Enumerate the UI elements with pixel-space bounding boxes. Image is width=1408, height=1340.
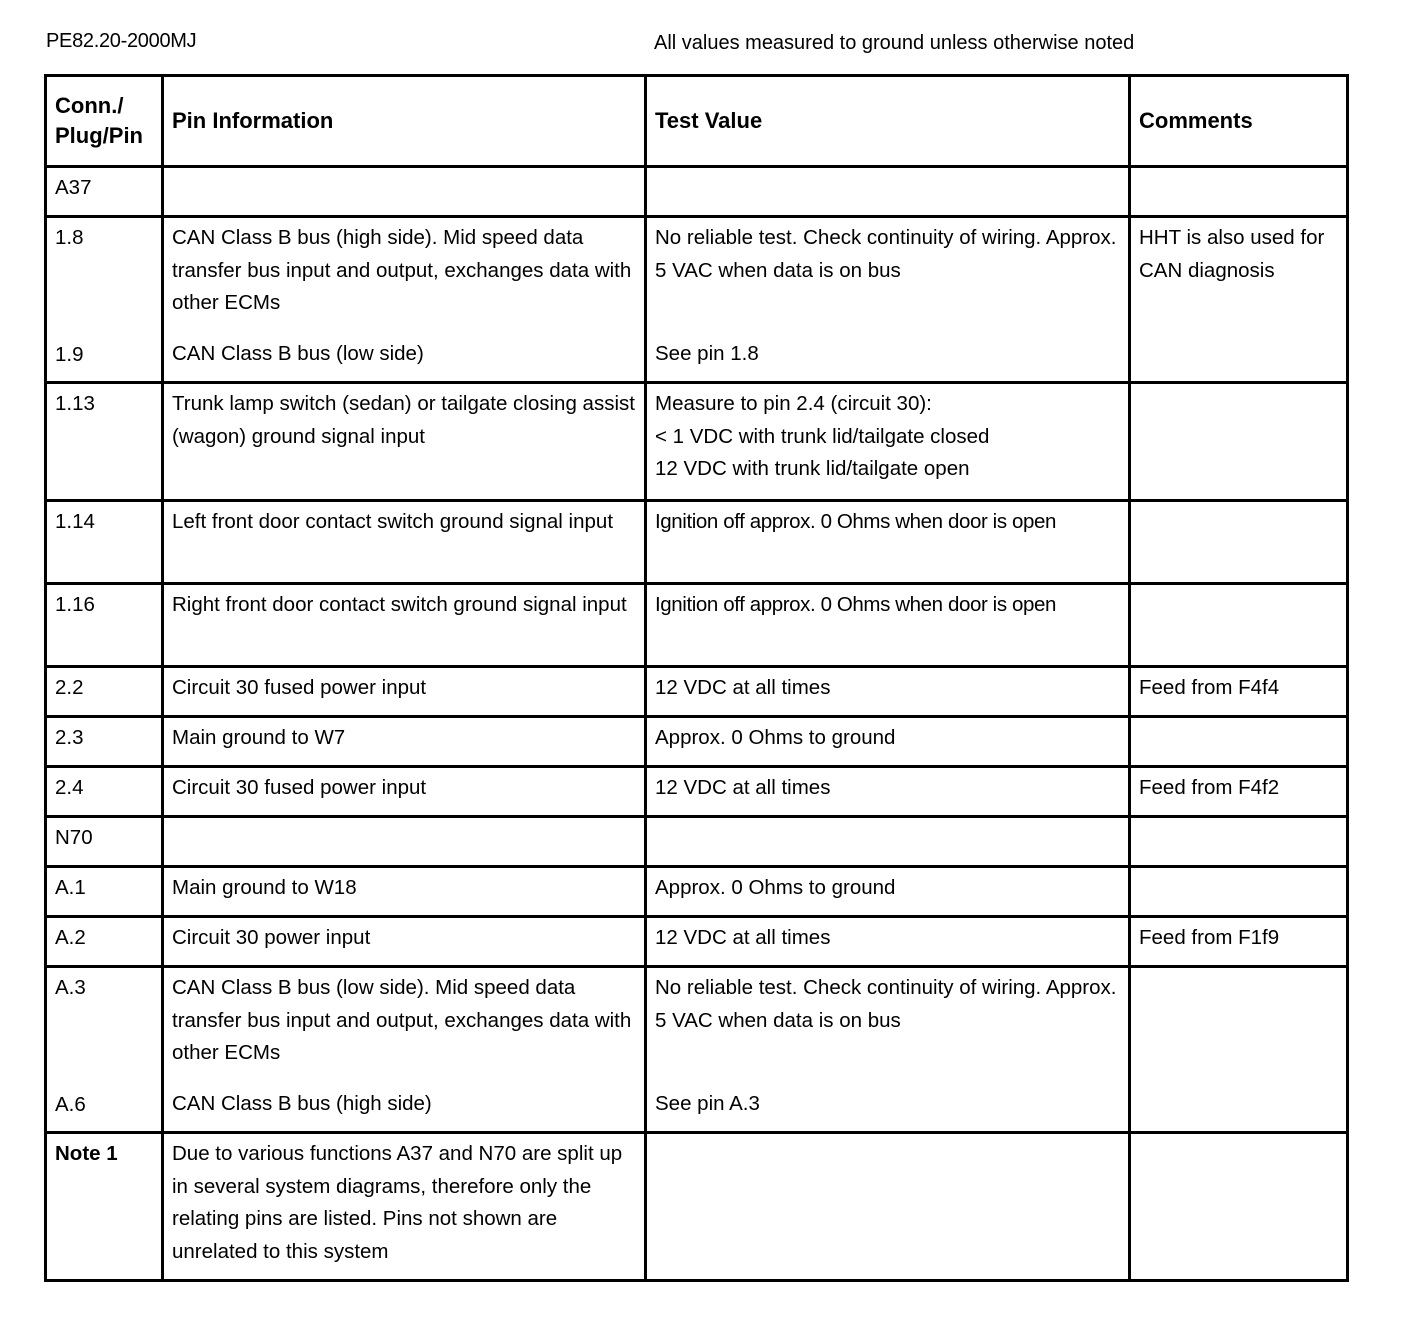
test-cell: Approx. 0 Ohms to ground [646, 867, 1130, 917]
pin-cell [46, 967, 163, 1133]
comment-cell: Feed from F1f9 [1130, 917, 1348, 967]
pin-cell: 2.4 [46, 767, 163, 817]
test-value-text: See pin 1.8 [655, 342, 759, 365]
pin-number: 1.8 [55, 226, 84, 249]
comment-cell: Feed from F4f4 [1130, 667, 1348, 717]
column-header-comments: Comments [1130, 76, 1348, 167]
pin-cell: 1.16 [46, 584, 163, 667]
document-id: PE82.20-2000MJ [46, 30, 197, 52]
table-row [46, 501, 1348, 584]
info-cell: Circuit 30 fused power input [163, 667, 646, 717]
comment-cell [1130, 383, 1348, 501]
test-cell: Ignition off approx. 0 Ohms when door is open [646, 584, 1130, 667]
test-value-line: < 1 VDC with trunk lid/tailgate closed [655, 424, 990, 448]
test-cell [646, 967, 1130, 1133]
pin-info-text: CAN Class B bus (low side) [172, 341, 424, 365]
test-cell [646, 167, 1130, 217]
table-row [46, 867, 1348, 917]
test-cell: 12 VDC at all times [646, 917, 1130, 967]
info-cell: Main ground to W7 [163, 717, 646, 767]
comment-cell: Feed from F4f2 [1130, 767, 1348, 817]
test-value-line: 12 VDC with trunk lid/tailgate open [655, 457, 970, 480]
pin-info-text: CAN Class B bus (high side). Mid speed data transfer bus input and output, exchanges data with other ECMs [172, 226, 632, 314]
pin-number: A.6 [55, 1092, 86, 1116]
table-row [46, 717, 1348, 767]
table-row [46, 817, 1348, 867]
pin-cell: 1.14 [46, 501, 163, 584]
info-cell: Left front door contact switch ground signal input [163, 501, 646, 584]
column-header-pin: Conn./ Plug/Pin [46, 76, 163, 167]
comment-cell [1130, 717, 1348, 767]
table-row [46, 167, 1348, 217]
test-cell: 12 VDC at all times [646, 767, 1130, 817]
info-cell: Circuit 30 fused power input [163, 767, 646, 817]
pin-info-text: CAN Class B bus (high side) [172, 1091, 432, 1115]
test-value-text: See pin A.3 [655, 1092, 760, 1115]
test-value-text: No reliable test. Check continuity of wiring. Approx. 5 VAC when data is on bus [655, 976, 1117, 1032]
table-row [46, 217, 1348, 383]
test-cell [646, 1133, 1130, 1281]
test-value-text: No reliable test. Check continuity of wiring. Approx. 5 VAC when data is on bus [655, 226, 1117, 282]
table-row [46, 584, 1348, 667]
comment-cell [1130, 1133, 1348, 1281]
table-row [46, 1133, 1348, 1281]
column-header-pin-info: Pin Information [163, 76, 646, 167]
test-cell: Ignition off approx. 0 Ohms when door is open [646, 501, 1130, 584]
pin-number: 1.9 [55, 342, 84, 366]
table-row [46, 667, 1348, 717]
test-cell: Approx. 0 Ohms to ground [646, 717, 1130, 767]
info-cell [163, 817, 646, 867]
info-cell [163, 167, 646, 217]
comment-cell [1130, 817, 1348, 867]
table-row [46, 967, 1348, 1133]
note-text-cell: Due to various functions A37 and N70 are split up in several system diagrams, therefore only the relating pins are listed. Pins not shown are unrelated to this system [163, 1133, 646, 1281]
comment-cell [1130, 501, 1348, 584]
test-cell: 12 VDC at all times [646, 667, 1130, 717]
test-cell [646, 217, 1130, 383]
info-cell: Trunk lamp switch (sedan) or tailgate closing assist (wagon) ground signal input [163, 383, 646, 501]
note-label-cell: Note 1 [46, 1133, 163, 1281]
table-row [46, 917, 1348, 967]
test-cell [646, 383, 1130, 501]
pin-cell: 1.13 [46, 383, 163, 501]
measurement-note: All values measured to ground unless otherwise noted [654, 32, 1135, 54]
info-cell: Circuit 30 power input [163, 917, 646, 967]
pin-cell: N70 [46, 817, 163, 867]
pin-table [44, 74, 1349, 1282]
pin-cell: 2.3 [46, 717, 163, 767]
pin-number: A.3 [55, 976, 86, 999]
pin-cell: A.1 [46, 867, 163, 917]
pin-info-text: CAN Class B bus (low side). Mid speed data transfer bus input and output, exchanges data with other ECMs [172, 976, 632, 1064]
column-header-test-value: Test Value [646, 76, 1130, 167]
test-cell [646, 817, 1130, 867]
pin-cell: 2.2 [46, 667, 163, 717]
table-header-row [46, 76, 1348, 167]
info-cell [163, 967, 646, 1133]
table-row [46, 767, 1348, 817]
pin-cell [46, 217, 163, 383]
table-row [46, 383, 1348, 501]
test-value-line: Measure to pin 2.4 (circuit 30): [655, 392, 932, 415]
info-cell: Main ground to W18 [163, 867, 646, 917]
pin-cell: A37 [46, 167, 163, 217]
comment-cell [1130, 584, 1348, 667]
pin-cell: A.2 [46, 917, 163, 967]
comment-cell [1130, 967, 1348, 1133]
info-cell [163, 217, 646, 383]
info-cell: Right front door contact switch ground signal input [163, 584, 646, 667]
comment-cell [1130, 167, 1348, 217]
comment-cell [1130, 867, 1348, 917]
comment-cell: HHT is also used for CAN diagnosis [1130, 217, 1348, 383]
